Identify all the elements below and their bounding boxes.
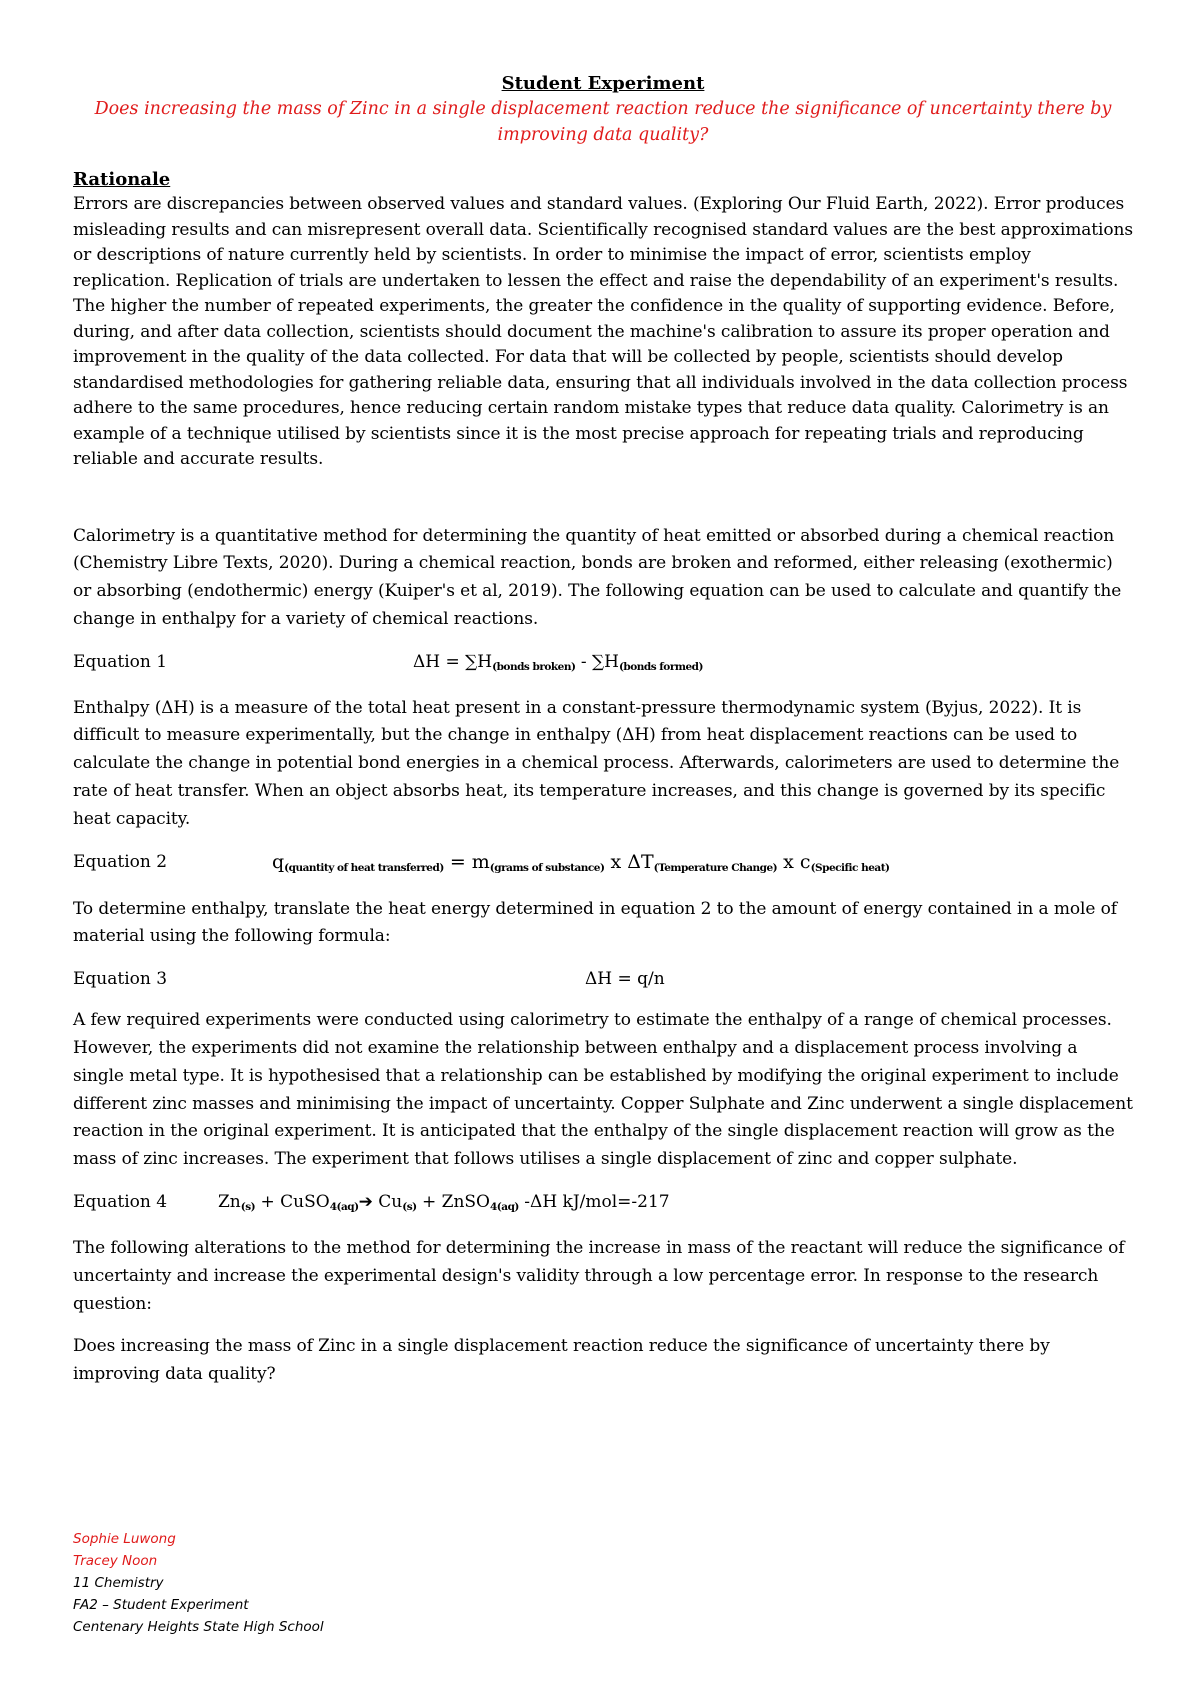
equation-1-formula: $\Delta H = \sum H_{(bonds broken)} - \sum H_{(bonds formed)}$ xyxy=(413,651,703,673)
paragraph-research-question-repeat: Does increasing the mass of Zinc in a single displacement reaction reduce the significance of uncertainty there by improving data quality? xyxy=(73,1336,1050,1385)
research-question: Does increasing the mass of Zinc in a single displacement reaction reduce the significance of uncertainty there by improving data quality? xyxy=(94,99,1112,145)
rationale-heading: Rationale xyxy=(73,169,171,190)
equation-3-formula: ΔH = q/n xyxy=(585,969,665,990)
document-page xyxy=(73,72,1133,1389)
document-footer xyxy=(73,1528,324,1638)
document-title: Student Experiment xyxy=(501,73,705,94)
paragraph-calorimetry: Calorimetry is a quantitative method for determining the quantity of heat emitted or absorbed during a chemical reaction (Chemistry Libre Texts, 2020). During a chemical reaction, bonds are broken and reformed, either releasing (exothermic) or absorbing (endothermic) energy (Kuiper's et al, 2019). The following equation can be used to calculate and quantify the change in enthalpy for a variety of chemical reactions. xyxy=(73,525,1122,629)
equation-1 xyxy=(73,649,1133,680)
equation-2-label: Equation 2 xyxy=(73,851,168,872)
equation-4-label: Equation 4 xyxy=(73,1192,168,1213)
paragraph-alterations: The following alterations to the method for determining the increase in mass of the reactant will reduce the significance of uncertainty and increase the experimental design's validity through a low percentage error. In response to the research question: xyxy=(73,1238,1125,1314)
equation-4-formula: $Zn_{(s)}$ + CuSO$_{4(aq)}$➔ $Cu_{(s)}$ + ZnSO$_{4(aq)}$ -ΔH kJ/mol=-217 xyxy=(218,1192,670,1214)
equation-4 xyxy=(73,1189,1133,1220)
equation-2 xyxy=(73,849,1133,881)
equation-2-formula: $q_{(quantity of heat transferred)} = m_{(grams of substance)}$ x $\Delta T_{(Temperature Change)}$ x $c_{(Specific heat)}$ xyxy=(272,850,890,874)
equation-3 xyxy=(73,966,1133,992)
footer-student-name: Sophie Luwong xyxy=(73,1531,176,1547)
footer-school: Centenary Heights State High School xyxy=(73,1619,324,1635)
footer-teacher-name: Tracey Noon xyxy=(73,1553,158,1569)
equation-3-label: Equation 3 xyxy=(73,969,168,990)
footer-task: FA2 – Student Experiment xyxy=(73,1597,249,1613)
arrow-icon: ➔ xyxy=(358,1192,379,1213)
paragraph-enthalpy: Enthalpy (ΔH) is a measure of the total heat present in a constant-pressure thermodynamic system (Byjus, 2022). It is difficult to measure experimentally, but the change in enthalpy (ΔH) from heat displacement reactions can be used to calculate the change in potential bond energies in a chemical process. Afterwards, calorimeters are used to determine the rate of heat transfer. When an object absorbs heat, its temperature increases, and this change is governed by its specific heat capacity. xyxy=(73,697,1120,829)
footer-subject: 11 Chemistry xyxy=(73,1575,164,1591)
paragraph-hypothesis: A few required experiments were conducted using calorimetry to estimate the enthalpy of a range of chemical processes. However, the experiments did not examine the relationship between enthalpy and a displacement process involving a single metal type. It is hypothesised that a relationship can be established by modifying the original experiment to include different zinc masses and minimising the impact of uncertainty. Copper Sulphate and Zinc underwent a single displacement reaction in the original experiment. It is anticipated that the enthalpy of the single displacement reaction will grow as the mass of zinc increases. The experiment that follows utilises a single displacement of zinc and copper sulphate. xyxy=(73,1010,1133,1170)
paragraph-formula-intro: To determine enthalpy, translate the heat energy determined in equation 2 to the amount of energy contained in a mole of material using the following formula: xyxy=(73,898,1117,947)
equation-1-label: Equation 1 xyxy=(73,651,168,672)
paragraph-errors: Errors are discrepancies between observed values and standard values. (Exploring Our Fluid Earth, 2022). Error produces misleading results and can misrepresent overall data. Scientifically recognised standard values are the best approximations or descriptions of nature currently held by scientists. In order to minimise the impact of error, scientists employ replication. Replication of trials are undertaken to lessen the effect and raise the dependability of an experiment's results. The higher the number of repeated experiments, the greater the confidence in the quality of supporting evidence. Before, during, and after data collection, scientists should document the machine's calibration to assure its proper operation and improvement in the quality of the data collected. For data that will be collected by people, scientists should develop standardised methodologies for gathering reliable data, ensuring that all individuals involved in the data collection process adhere to the same procedures, hence reducing certain random mistake types that reduce data quality. Calorimetry is an example of a technique utilised by scientists since it is the most precise approach for repeating trials and reproducing reliable and accurate results. xyxy=(73,194,1133,469)
